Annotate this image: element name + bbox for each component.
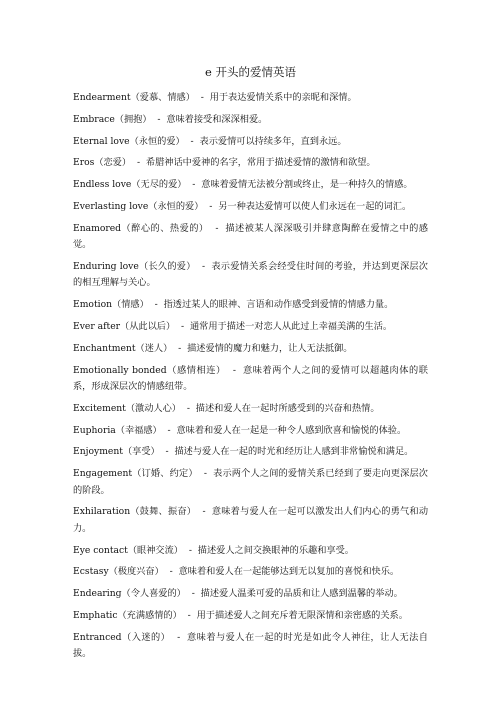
entry-separator: - <box>196 506 212 518</box>
entry-separator: - <box>197 468 214 480</box>
entry-term: Excitement（激动人心） <box>73 402 181 414</box>
entry-term: Euphoria（幸福感） <box>73 424 162 436</box>
entry-term: Everlasting love（永恒的爱） <box>73 200 204 212</box>
entry-description: 描述爱人之间交换眼神的乐趣和享受。 <box>197 544 354 556</box>
entry-item <box>73 221 428 254</box>
entry-item <box>73 630 428 663</box>
entry-item <box>73 363 428 396</box>
entry-separator: - <box>203 200 219 212</box>
entry-item <box>73 444 428 460</box>
entry-description: 描述和爱人在一起时所感受到的兴奋和热情。 <box>195 402 380 414</box>
entry-term: Enduring love（长久的爱） <box>73 260 196 272</box>
entry-term: Exhilaration（鼓舞、振奋） <box>73 506 197 518</box>
entry-separator: - <box>182 544 198 556</box>
entry-separator: - <box>194 92 210 103</box>
entry-term: Endless love（无尽的爱） <box>73 179 187 191</box>
entry-term: Engagement（订婚、约定） <box>73 468 198 480</box>
entry-item <box>73 112 428 128</box>
entry-item <box>73 259 428 292</box>
entry-description: 另一种表达爱情可以使人们永远在一起的词汇。 <box>218 200 412 212</box>
entry-term: Eros（恋爱） <box>73 157 132 169</box>
entry-description: 意味着两个人之间的爱情可以超越肉体的联系，形成深层次的情感纽带。 <box>73 364 428 392</box>
entry-term: Endearment（爱慕、情感） <box>73 92 195 103</box>
entry-separator: - <box>151 113 167 125</box>
entry-separator: - <box>225 364 243 376</box>
entry-term: Enjoyment（享受） <box>73 446 160 458</box>
entry-separator: - <box>170 631 187 643</box>
entry-separator: - <box>175 320 190 332</box>
entry-separator: - <box>148 299 164 311</box>
entry-item <box>73 297 428 313</box>
entry-item <box>73 564 428 580</box>
entry-separator: - <box>184 135 200 147</box>
entry-separator: - <box>180 402 196 414</box>
entry-separator: - <box>186 179 202 191</box>
entry-separator: - <box>161 424 177 436</box>
entry-item <box>73 341 428 357</box>
entry-item <box>73 90 428 106</box>
entry-item <box>73 177 428 193</box>
entry-item <box>73 466 428 499</box>
entry-item <box>73 543 428 559</box>
entry-separator: - <box>172 342 188 354</box>
entry-description: 描述爱人温柔可爱的品质和让人感到温馨的举动。 <box>200 588 403 600</box>
entry-separator: - <box>163 566 179 578</box>
entry-separator: - <box>195 260 212 272</box>
document-title: e 开头的爱情英语 <box>205 65 296 79</box>
entry-term: Enchantment（迷人） <box>73 342 173 354</box>
entry-description: 意味着接受和深深相爱。 <box>166 113 268 125</box>
entry-item <box>73 586 428 602</box>
entry-separator: - <box>208 222 226 234</box>
entry-separator: - <box>185 588 201 600</box>
entry-item <box>73 608 428 624</box>
entry-description: 意味着和爱人在一起是一种令人感到欣喜和愉悦的体验。 <box>176 424 407 436</box>
entry-term: Entranced（入迷的） <box>73 631 171 643</box>
entry-description: 表示爱情关系会经受住时间的考验，并达到更深层次的相互理解与关心。 <box>73 260 428 289</box>
entry-list <box>73 90 428 663</box>
entry-term: Ever after（从此以后） <box>73 320 176 332</box>
entry-term: Enamored（醉心的、热爱的） <box>73 222 209 234</box>
entry-description: 意味着与爱人在一起可以激发出人们内心的勇气和动力。 <box>73 506 429 534</box>
entry-description: 描述被某人深深吸引并肆意陶醉在爱情之中的感觉。 <box>73 222 428 251</box>
entry-separator: - <box>131 157 146 169</box>
entry-description: 表示两个人之间的爱情关系已经到了要走向更深层次的阶段。 <box>73 468 428 496</box>
entry-item <box>73 199 428 215</box>
entry-item <box>73 401 428 417</box>
entry-item <box>73 423 428 439</box>
entry-term: Eternal love（永恒的爱） <box>73 135 185 147</box>
entry-separator: - <box>181 609 197 621</box>
entry-description: 用于描述爱人之间充斥着无限深情和亲密感的关系。 <box>196 609 408 621</box>
entry-description: 意味着和爱人在一起能够达到无以复加的喜悦和快乐。 <box>178 566 400 578</box>
entry-item <box>73 134 428 150</box>
entry-item <box>73 319 428 335</box>
entry-term: Endearing（令人喜爱的） <box>73 588 186 600</box>
entry-item <box>73 504 428 537</box>
entry-description: 通常用于描述一对恋人从此过上幸福美满的生活。 <box>189 320 393 332</box>
entry-description: 意味着与爱人在一起的时光是如此令人神往，让人无法自拔。 <box>73 631 428 660</box>
entry-term: Eye contact（眼神交流） <box>73 544 183 556</box>
entry-term: Emotion（情感） <box>73 299 149 311</box>
entry-term: Ecstasy（极度兴奋） <box>73 566 164 578</box>
entry-description: 意味着爱情无法被分割或终止，是一种持久的情感。 <box>201 179 413 191</box>
entry-term: Emotionally bonded（感情相连） <box>73 364 226 376</box>
entry-description: 表示爱情可以持续多年，直到永远。 <box>199 135 347 147</box>
entry-item <box>73 155 428 171</box>
entry-term: Emphatic（充满感情的） <box>73 609 182 621</box>
entry-description: 用于表达爱情关系中的亲昵和深情。 <box>209 92 357 103</box>
entry-term: Embrace（拥抱） <box>73 113 152 125</box>
entry-description: 描述爱情的魔力和魅力，让人无法抵御。 <box>187 342 353 354</box>
entry-description: 描述与爱人在一起的时光和经历让人感到非常愉悦和满足。 <box>174 446 414 458</box>
entry-description: 希腊神话中爱神的名字，常用于描述爱情的激情和欲望。 <box>145 157 376 169</box>
entry-description: 指透过某人的眼神、言语和动作感受到爱情的情感力量。 <box>163 299 394 311</box>
entry-separator: - <box>159 446 175 458</box>
document-page <box>73 64 428 668</box>
